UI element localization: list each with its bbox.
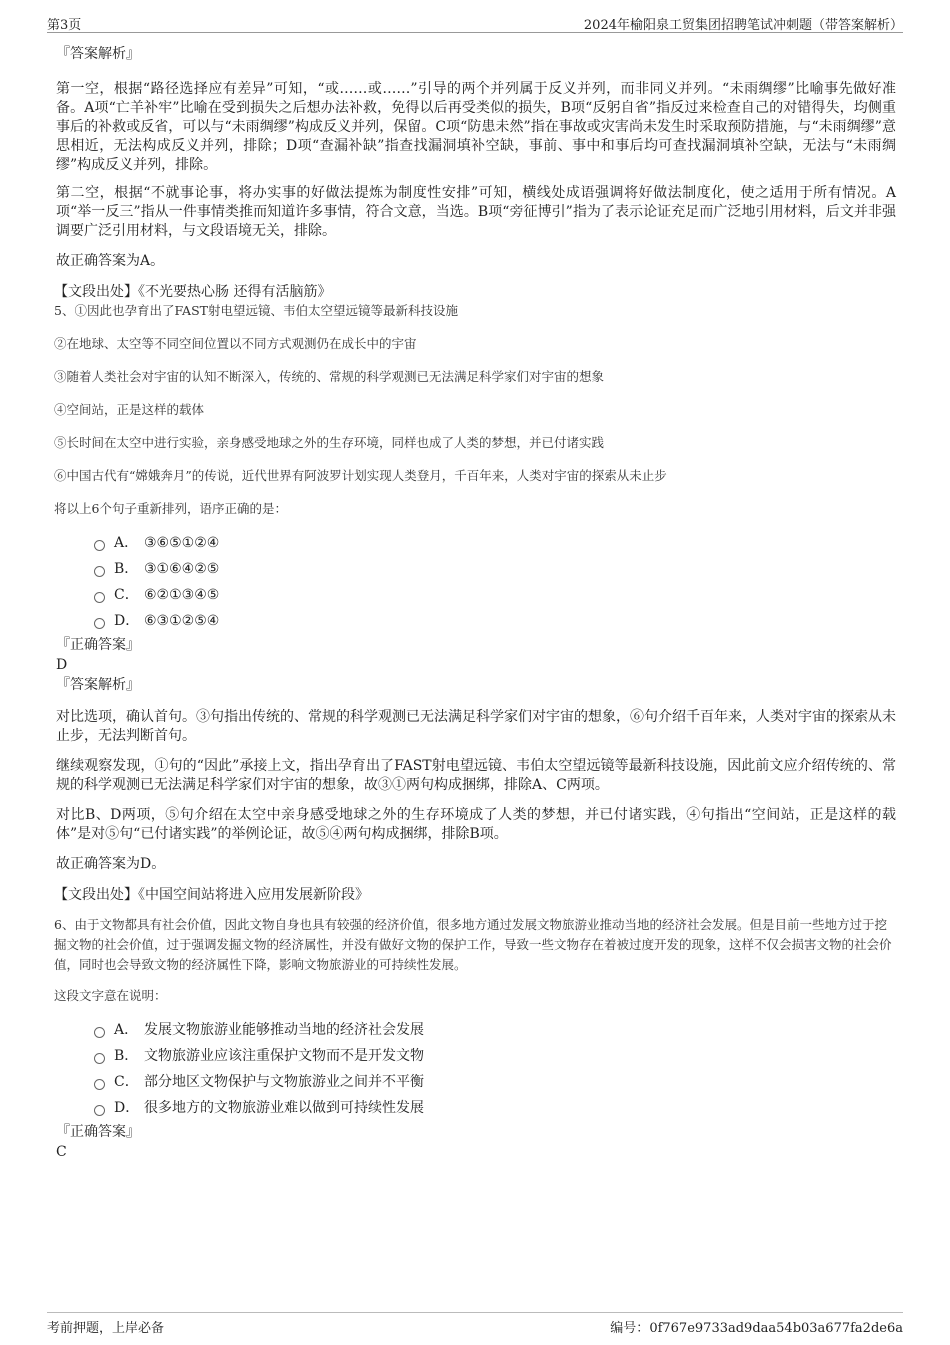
page-number: 第3页 (47, 18, 82, 33)
options-list (54, 1017, 896, 1121)
question-sentence: ⑥中国古代有“嫦娥奔月”的传说，近代世界有阿波罗计划实现人类登月，千百年来，人类对宇宙的探索从未止步 (54, 468, 667, 483)
radio-icon[interactable] (94, 1105, 105, 1116)
footer-slogan: 考前押题，上岸必备 (47, 1321, 165, 1336)
question-6 (54, 915, 896, 1121)
document-code (610, 1317, 903, 1336)
radio-icon[interactable] (94, 566, 105, 577)
correct-answer-value: C (56, 1144, 67, 1160)
option-text: ③⑥⑤①②④ (144, 535, 220, 551)
option-letter: B． (114, 1048, 139, 1064)
options-list (54, 530, 896, 634)
option-d[interactable] (94, 608, 896, 634)
correct-answer-label: 『正确答案』 (56, 1124, 140, 1140)
option-letter: A． (114, 1022, 139, 1038)
option-letter: D． (114, 1100, 140, 1116)
option-letter: C． (114, 587, 139, 603)
option-c[interactable] (94, 582, 896, 608)
option-letter: B． (114, 561, 139, 577)
analysis-paragraph: 对比选项，确认首句。③句指出传统的、常规的科学观测已无法满足科学家们对宇宙的想象，⑥句介绍千百年来，人类对宇宙的探索从未止步，无法判断首句。 (56, 709, 896, 744)
radio-icon[interactable] (94, 1027, 105, 1038)
option-b[interactable] (94, 556, 896, 582)
analysis-paragraph: 继续观察发现，①句的“因此”承接上文，指出孕育出了FAST射电望远镜、韦伯太空望远镜等最新科技设施，因此前文应介绍传统的、常规的科学观测已无法满足科学家们对宇宙的想象，故③①两句构成捆绑，排除A、C两项。 (56, 758, 896, 793)
option-text: 很多地方的文物旅游业难以做到可持续性发展 (144, 1100, 424, 1116)
question-sentence: ⑤长时间在太空中进行实验，亲身感受地球之外的生存环境，同样也成了人类的梦想，并已付诸实践 (54, 435, 605, 450)
option-text: 部分地区文物保护与文物旅游业之间并不平衡 (144, 1074, 424, 1090)
page-content (56, 44, 896, 1161)
document-title: 2024年榆阳泉工贸集团招聘笔试冲刺题（带答案解析） (583, 18, 903, 33)
analysis-paragraph: 第二空，根据“不就事论事，将办实事的好做法提炼为制度性安排”可知，横线处成语强调将好做法制度化，使之适用于所有情况。A项“举一反三”指从一件事情类推而知道许多事情，符合文意，当选。B项“旁征博引”指为了表示论证充足而广泛地引用材料，后文并非强调要广泛引用材料，与文段语境无关，排除。 (56, 185, 896, 239)
option-c[interactable] (94, 1069, 896, 1095)
correct-answer-value: D (56, 657, 68, 673)
radio-icon[interactable] (94, 618, 105, 629)
radio-icon[interactable] (94, 540, 105, 551)
question-prompt: 这段文字意在说明： (54, 988, 167, 1003)
option-text: ⑥②①③④⑤ (144, 587, 220, 603)
source-citation: 【文段出处】《不光要热心肠 还得有活脑筋》 (54, 284, 332, 300)
question-sentence: ④空间站，正是这样的载体 (54, 402, 205, 417)
code-value: 0f767e9733ad9daa54b03a677fa2de6a (649, 1321, 903, 1336)
radio-icon[interactable] (94, 592, 105, 603)
option-text: 文物旅游业应该注重保护文物而不是开发文物 (144, 1048, 424, 1064)
question-5 (54, 302, 896, 634)
page-footer (47, 1312, 903, 1335)
question-sentence: 5、①因此也孕育出了FAST射电望远镜、韦伯太空望远镜等最新科技设施 (54, 303, 458, 318)
option-letter: C． (114, 1074, 139, 1090)
question-prompt: 将以上6个句子重新排列，语序正确的是： (54, 501, 287, 516)
option-a[interactable] (94, 530, 896, 556)
analysis-conclusion: 故正确答案为D。 (56, 856, 166, 872)
option-letter: D． (114, 613, 140, 629)
radio-icon[interactable] (94, 1053, 105, 1064)
analysis-label: 『答案解析』 (56, 46, 140, 62)
question-stem: 6、由于文物都具有社会价值，因此文物自身也具有较强的经济价值，很多地方通过发展文物旅游业推动当地的经济社会发展。但是目前一些地方过于挖掘文物的社会价值，过于强调发掘文物的经济属性，并没有做好文物的保护工作，导致一些文物存在着被过度开发的现象，这样不仅会损害文物的社会价值，同时也会导致文物的经济属性下降，影响文物旅游业的可持续性发展。 (54, 917, 892, 972)
option-a[interactable] (94, 1017, 896, 1043)
code-label: 编号： (610, 1321, 650, 1336)
correct-answer-label: 『正确答案』 (56, 637, 140, 653)
option-d[interactable] (94, 1095, 896, 1121)
question-sentence: ②在地球、太空等不同空间位置以不同方式观测仍在成长中的宇宙 (54, 336, 417, 351)
question-sentence: ③随着人类社会对宇宙的认知不断深入，传统的、常规的科学观测已无法满足科学家们对宇宙的想象 (54, 369, 605, 384)
radio-icon[interactable] (94, 1079, 105, 1090)
analysis-paragraph: 第一空，根据“路径选择应有差异”可知，“或……或……”引导的两个并列属于反义并列，而非同义并列。“未雨绸缪”比喻事先做好准备。A项“亡羊补牢”比喻在受到损失之后想办法补救，免得以后再受类似的损失，B项“反躬自省”指反过来检查自己的对错得失，均侧重事后的补救或反省，可以与“未雨绸缪”构成反义并列，保留。C项“防患未然”指在事故或灾害尚未发生时采取预防措施，与“未雨绸缪”意思相近，无法构成反义并列，排除；D项“查漏补缺”指查找漏洞填补空缺，事前、事中和事后均可查找漏洞填补空缺，无法与“未雨绸缪”构成反义并列，排除。 (56, 81, 896, 173)
source-citation: 【文段出处】《中国空间站将进入应用发展新阶段》 (54, 887, 369, 903)
option-text: ③①⑥④②⑤ (144, 561, 220, 577)
option-text: ⑥③①②⑤④ (144, 613, 220, 629)
analysis-paragraph: 对比B、D两项，⑤句介绍在太空中亲身感受地球之外的生存环境成了人类的梦想，并已付诸实践，④句指出“空间站，正是这样的载体”是对⑤句“已付诸实践”的举例论证，故⑤④两句构成捆绑，排除B项。 (56, 807, 896, 842)
option-letter: A． (114, 535, 139, 551)
analysis-conclusion: 故正确答案为A。 (56, 253, 165, 269)
page-header (47, 12, 903, 33)
analysis-label: 『答案解析』 (56, 677, 140, 693)
option-b[interactable] (94, 1043, 896, 1069)
option-text: 发展文物旅游业能够推动当地的经济社会发展 (144, 1022, 424, 1038)
